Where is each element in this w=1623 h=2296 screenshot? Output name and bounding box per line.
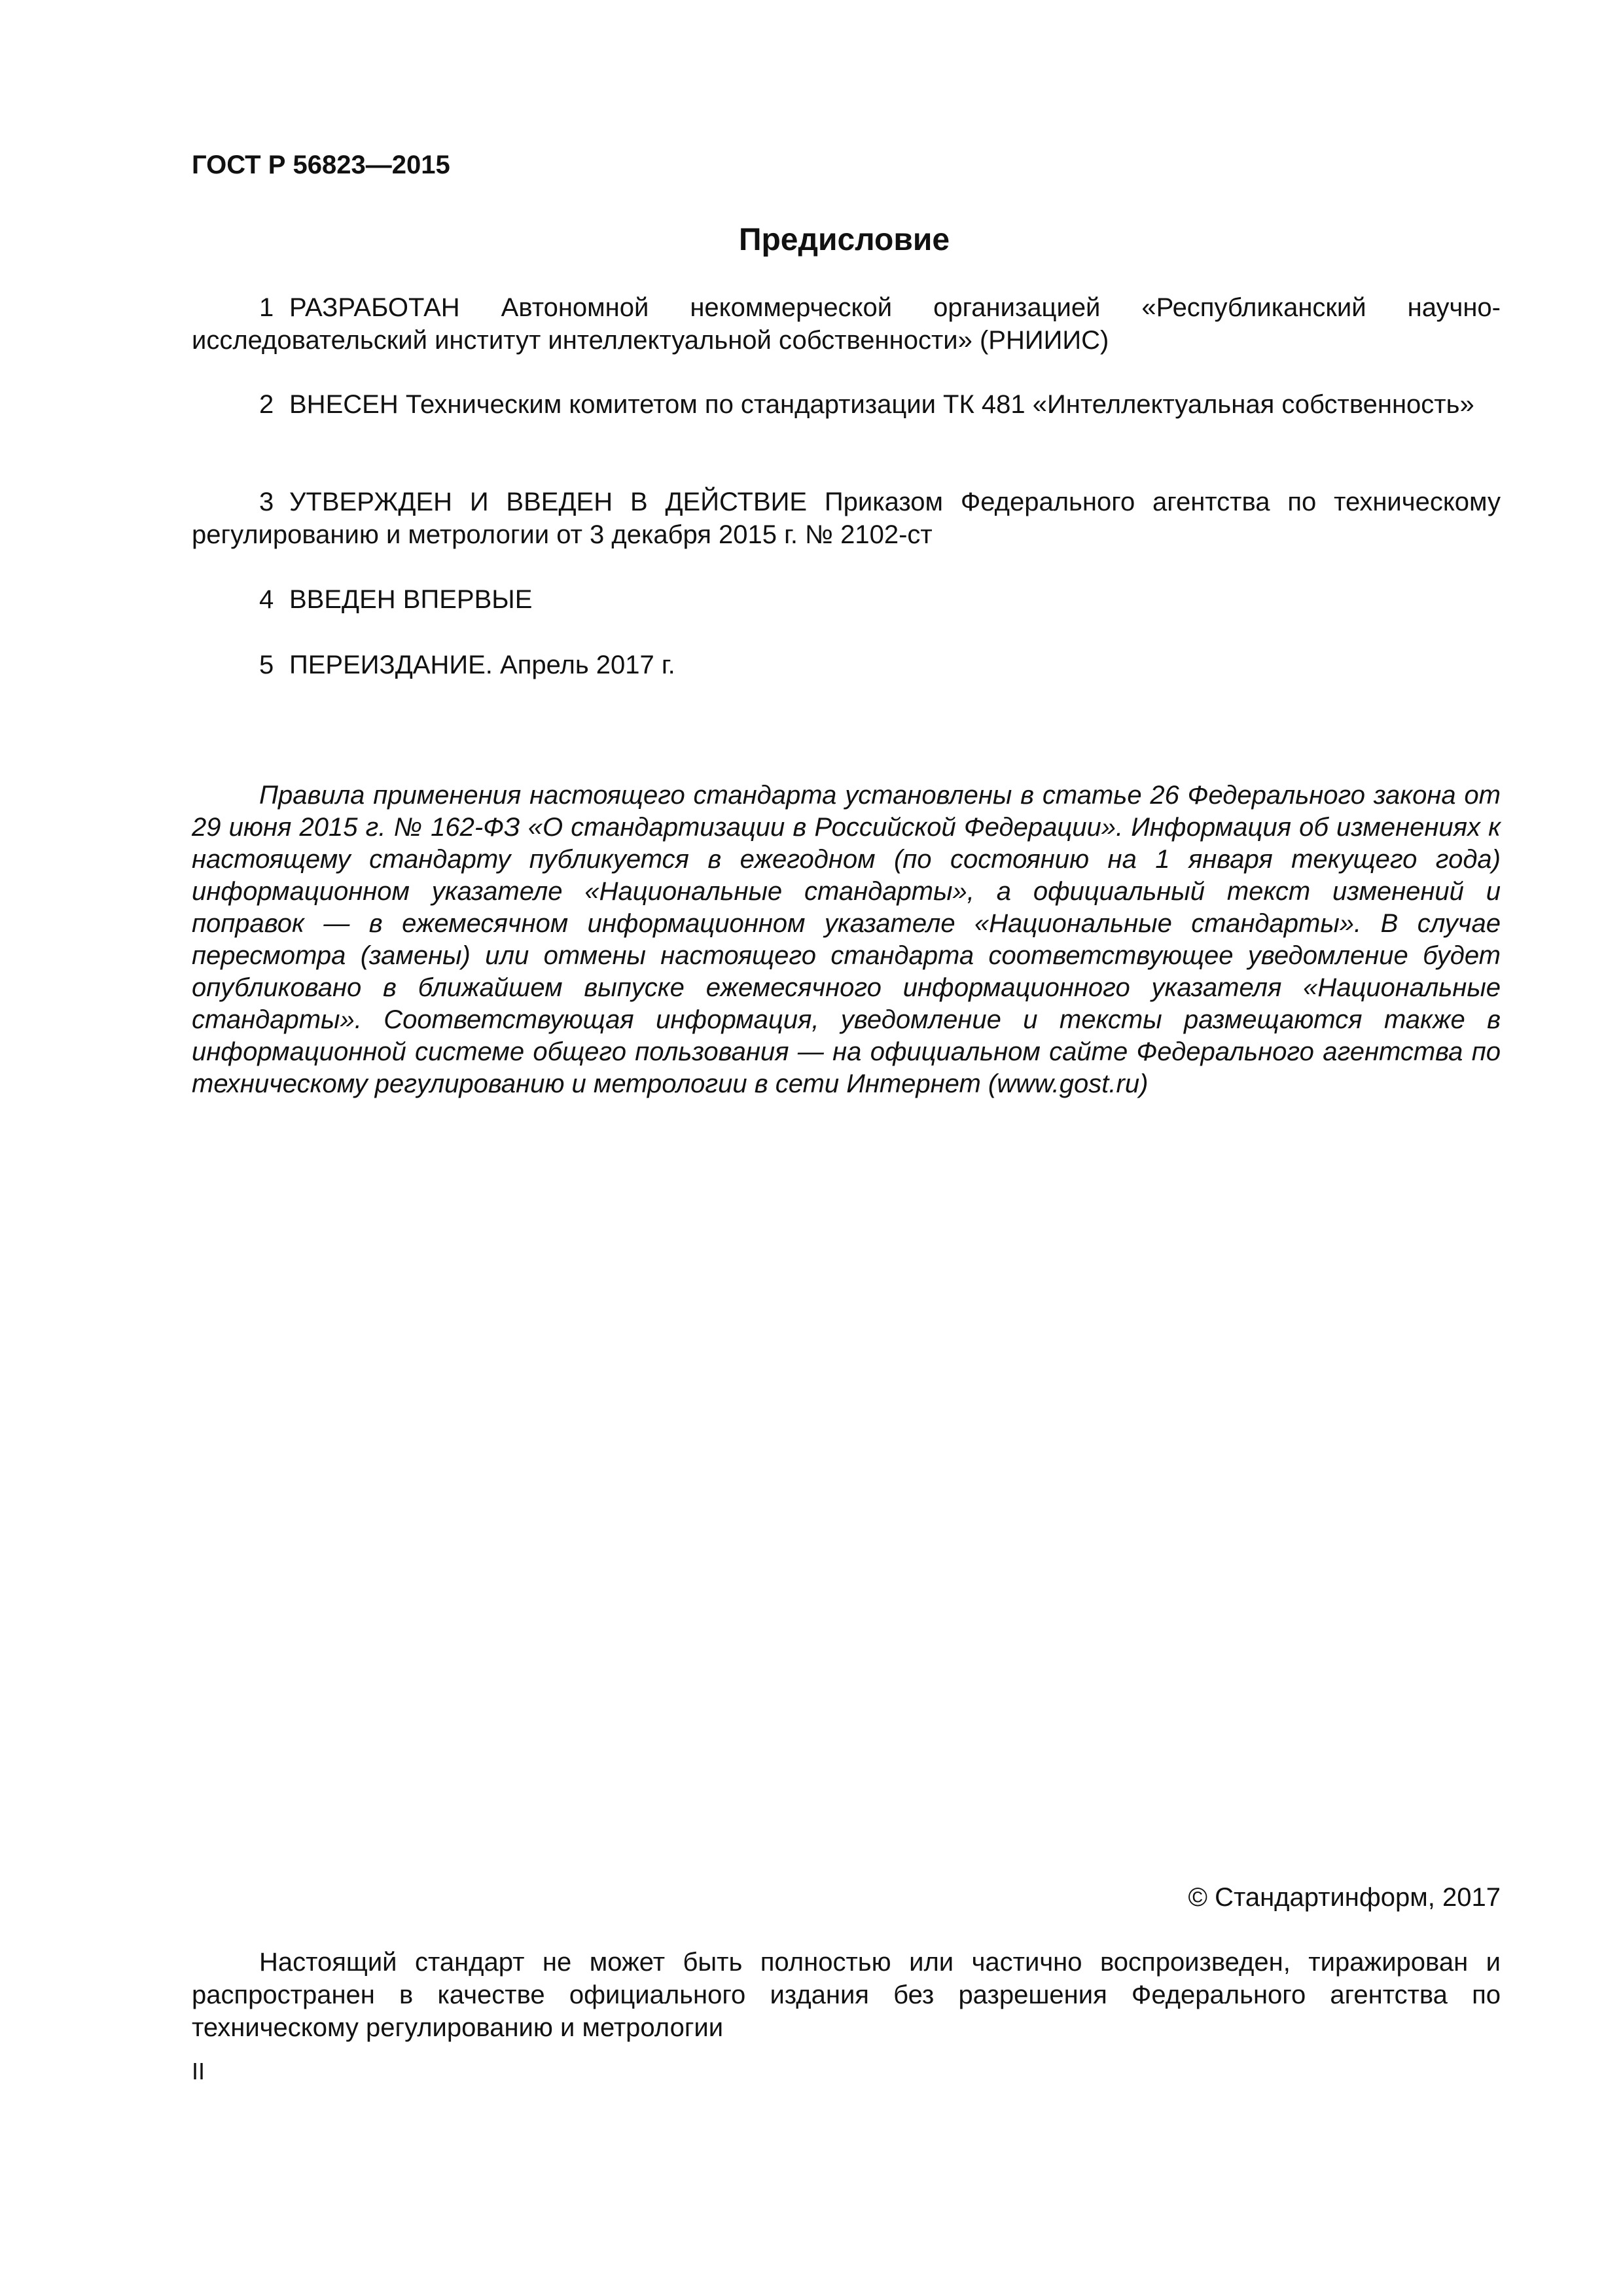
- item-number: 3: [259, 488, 274, 516]
- application-rules-note: Правила применения настоящего стандарта установлены в статье 26 Федерального закона от 29 июня 2015 г. № 162-ФЗ «О стандартизации в Российской Федерации». Информация об изменениях к настоящему стандарту публикуется в ежегодном (по состоянию на 1 января текущего года) информационном указателе «Национальные стандарты», а официальный текст изменений и поправок — в ежемесячном информационном указателе «Национальные стандарты». В случае пересмотра (замены) или отмены настоящего стандарта соответствующее уведомление будет опубликовано в ближайшем выпуске ежемесячного информационного указателя «Национальные стандарты». Соответствующая информация, уведомление и тексты размещаются также в информационной системе общего пользования — на официальном сайте Федерального агентства по техническому регулированию и метрологии в сети Интернет (www.gost.ru): [192, 781, 1501, 1098]
- page-title: Предисловие: [738, 223, 950, 257]
- foreword-item-4: [192, 583, 1501, 616]
- item-number: 5: [259, 651, 274, 679]
- item-text: УТВЕРЖДЕН И ВВЕДЕН В ДЕЙСТВИЕ Приказом Федерального агентства по техническому регулированию и метрологии от 3 декабря 2015 г. № 2102-ст: [192, 488, 1501, 549]
- item-text: ПЕРЕИЗДАНИЕ. Апрель 2017 г.: [289, 651, 675, 679]
- item-text: ВВЕДЕН ВПЕРВЫЕ: [289, 585, 533, 614]
- item-number: 4: [259, 585, 274, 614]
- page-number: II: [192, 2058, 205, 2085]
- foreword-item-5: [192, 649, 1501, 681]
- foreword-item-3: [192, 486, 1501, 551]
- document-id: ГОСТ Р 56823—2015: [192, 151, 450, 179]
- foreword-item-1: [192, 291, 1501, 357]
- reproduction-rights-notice: Настоящий стандарт не может быть полностью или частично воспроизведен, тиражирован и распространен в качестве официального издания без разрешения Федерального агентства по техническому регулированию и метрологии: [192, 1948, 1501, 2042]
- item-text: ВНЕСЕН Техническим комитетом по стандартизации ТК 481 «Интеллектуальная собственность»: [289, 390, 1474, 419]
- foreword-item-2: [192, 388, 1501, 421]
- copyright-notice: © Стандартинформ, 2017: [1188, 1883, 1501, 1912]
- item-number: 2: [259, 390, 274, 419]
- item-number: 1: [259, 293, 274, 322]
- item-text: РАЗРАБОТАН Автономной некоммерческой организацией «Республиканский научно-исследовательский институт интеллектуальной собственности» (РНИИИС): [192, 293, 1501, 355]
